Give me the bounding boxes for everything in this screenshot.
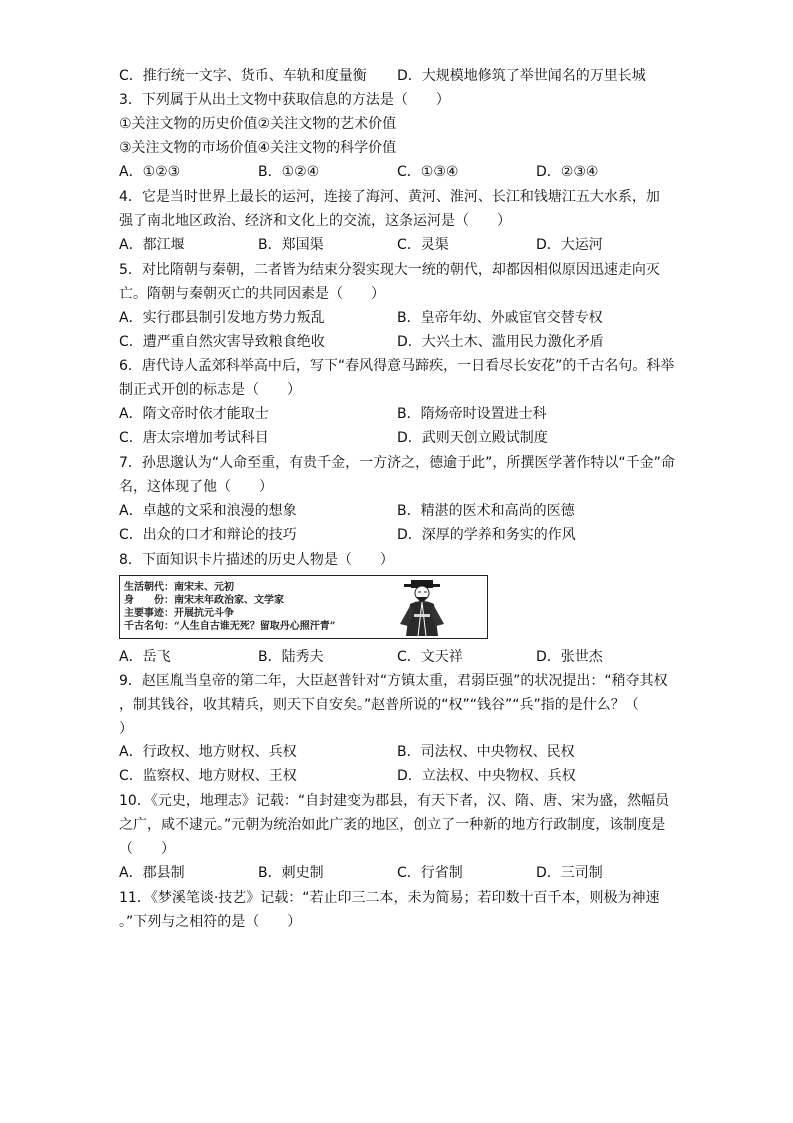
q9-option-a[interactable]: A．行政权、地方财权、兵权 xyxy=(119,744,297,760)
q3-option-c[interactable]: C．①③④ xyxy=(397,164,459,180)
q6-option-a[interactable]: A．隋文帝时依才能取士 xyxy=(119,406,269,422)
card-line-dynasty: 生活朝代：南宋末、元初 xyxy=(124,582,234,593)
q6-stem-line1: 6．唐代诗人孟郊科举高中后，写下“春风得意马蹄疾，一日看尽长安花”的千古名句。科举 xyxy=(119,358,675,374)
card-line-quote: 千古名句：“人生自古谁无死？留取丹心照汗青” xyxy=(124,621,336,632)
q4-option-a[interactable]: A．都江堰 xyxy=(119,237,185,253)
q9-option-b[interactable]: B．司法权、中央物权、民权 xyxy=(397,744,575,760)
q4-options xyxy=(119,233,679,257)
q4-option-b[interactable]: B．郑国渠 xyxy=(258,237,324,253)
q4-stem-line1: 4．它是当时世界上最长的运河，连接了海河、黄河、淮河、长江和钱塘江五大水系，加 xyxy=(119,189,660,205)
q10-option-c[interactable]: C．行省制 xyxy=(397,865,463,881)
q5-option-c[interactable]: C．遭严重自然灾害导致粮食绝收 xyxy=(119,334,325,350)
q9-option-c[interactable]: C．监察权、地方财权、王权 xyxy=(119,768,297,784)
q9-stem-line3: ） xyxy=(119,721,133,737)
q3-items-line2: ③关注文物的市场价值④关注文物的科学价值 xyxy=(119,140,397,156)
card-line-identity: 身 份：南宋末年政治家、文学家 xyxy=(124,595,284,606)
q5-option-a[interactable]: A．实行郡县制引发地方势力叛乱 xyxy=(119,310,325,326)
q9-option-d[interactable]: D．立法权、中央物权、兵权 xyxy=(397,768,576,784)
q2-options xyxy=(119,64,679,88)
q7-options-row2 xyxy=(119,523,679,547)
knowledge-card xyxy=(119,575,488,639)
q8-option-b[interactable]: B．陆秀夫 xyxy=(258,649,324,665)
q4-option-c[interactable]: C．灵渠 xyxy=(397,237,449,253)
q8-option-d[interactable]: D．张世杰 xyxy=(536,649,603,665)
q5-options-row1 xyxy=(119,306,679,330)
q9-options-row2 xyxy=(119,764,679,788)
q10-stem-line3: （ ） xyxy=(119,841,175,857)
q6-option-d[interactable]: D．武则天创立殿试制度 xyxy=(397,430,548,446)
q2-option-c[interactable]: C．推行统一文字、货币、车轨和度量衡 xyxy=(119,68,367,84)
q7-stem-line2: 名，这体现了他（ ） xyxy=(119,479,273,495)
q3-option-b[interactable]: B．①②④ xyxy=(258,164,320,180)
q5-option-b[interactable]: B．皇帝年幼、外戚宦官交替专权 xyxy=(397,310,603,326)
q10-option-d[interactable]: D．三司制 xyxy=(536,865,603,881)
historical-figure-portrait xyxy=(388,578,458,636)
q6-options-row2 xyxy=(119,426,679,450)
q7-option-d[interactable]: D．深厚的学养和务实的作风 xyxy=(397,527,576,543)
q3-stem: 3．下列属于从出土文物中获取信息的方法是（ ） xyxy=(119,92,450,108)
q2-option-d[interactable]: D．大规模地修筑了举世闻名的万里长城 xyxy=(397,68,646,84)
q10-option-b[interactable]: B．刺史制 xyxy=(258,865,324,881)
q4-stem-line2: 强了南北地区政治、经济和文化上的交流，这条运河是（ ） xyxy=(119,213,511,229)
q6-stem-line2: 制正式开创的标志是（ ） xyxy=(119,382,301,398)
q8-stem: 8．下面知识卡片描述的历史人物是（ ） xyxy=(119,552,394,568)
q8-options xyxy=(119,645,679,669)
q4-option-d[interactable]: D．大运河 xyxy=(536,237,603,253)
q5-option-d[interactable]: D．大兴土木、滥用民力激化矛盾 xyxy=(397,334,604,350)
q6-options-row1 xyxy=(119,402,679,426)
q10-stem-line2: 之广，咸不逮元。”元朝为统治如此广袤的地区，创立了一种新的地方行政制度，该制度是 xyxy=(119,817,666,833)
q7-stem-line1: 7．孙思邈认为“人命至重，有贵千金，一方济之，德逾于此”，所撰医学著作特以“千金”命 xyxy=(119,455,675,471)
q10-option-a[interactable]: A．郡县制 xyxy=(119,865,185,881)
q3-items-line1: ①关注文物的历史价值②关注文物的艺术价值 xyxy=(119,116,397,132)
q10-stem-line1: 10．《元史，地理志》记载：“自封建变为郡县，有天下者，汉、隋、唐、宋为盛，然幅员 xyxy=(119,793,670,809)
q5-stem-line2: 亡。隋朝与秦朝灭亡的共同因素是（ ） xyxy=(119,286,385,302)
q6-option-b[interactable]: B．隋炀帝时设置进士科 xyxy=(397,406,547,422)
q9-options-row1 xyxy=(119,740,679,764)
q5-options-row2 xyxy=(119,330,679,354)
q3-option-d[interactable]: D．②③④ xyxy=(536,164,599,180)
card-line-deeds: 主要事迹：开展抗元斗争 xyxy=(124,608,234,619)
q7-option-b[interactable]: B．精湛的医术和高尚的医德 xyxy=(397,503,575,519)
q3-option-a[interactable]: A．①②③ xyxy=(119,164,181,180)
q9-stem-line2: ，制其钱谷，收其精兵，则天下自安矣。”赵普所说的“权”“钱谷”“兵”指的是什么？（ xyxy=(119,697,639,713)
q7-option-a[interactable]: A．卓越的文采和浪漫的想象 xyxy=(119,503,297,519)
q8-option-a[interactable]: A．岳飞 xyxy=(119,649,171,665)
q10-options xyxy=(119,861,679,885)
q9-stem-line1: 9．赵匡胤当皇帝的第二年，大臣赵普针对“方镇太重，君弱臣强”的状况提出：“稍夺其权 xyxy=(119,673,668,689)
q7-option-c[interactable]: C．出众的口才和辩论的技巧 xyxy=(119,527,297,543)
q8-option-c[interactable]: C．文天祥 xyxy=(397,649,463,665)
q7-options-row1 xyxy=(119,499,679,523)
q6-option-c[interactable]: C．唐太宗增加考试科目 xyxy=(119,430,269,446)
q3-options xyxy=(119,160,679,184)
q11-stem-line1: 11．《梦溪笔谈·技艺》记载：“若止印三二本，未为简易；若印数十百千本，则极为神速 xyxy=(119,890,660,906)
q11-stem-line2: 。”下列与之相符的是（ ） xyxy=(119,914,302,930)
q5-stem-line1: 5．对比隋朝与秦朝，二者皆为结束分裂实现大一统的朝代，却都因相似原因迅速走向灭 xyxy=(119,262,660,278)
